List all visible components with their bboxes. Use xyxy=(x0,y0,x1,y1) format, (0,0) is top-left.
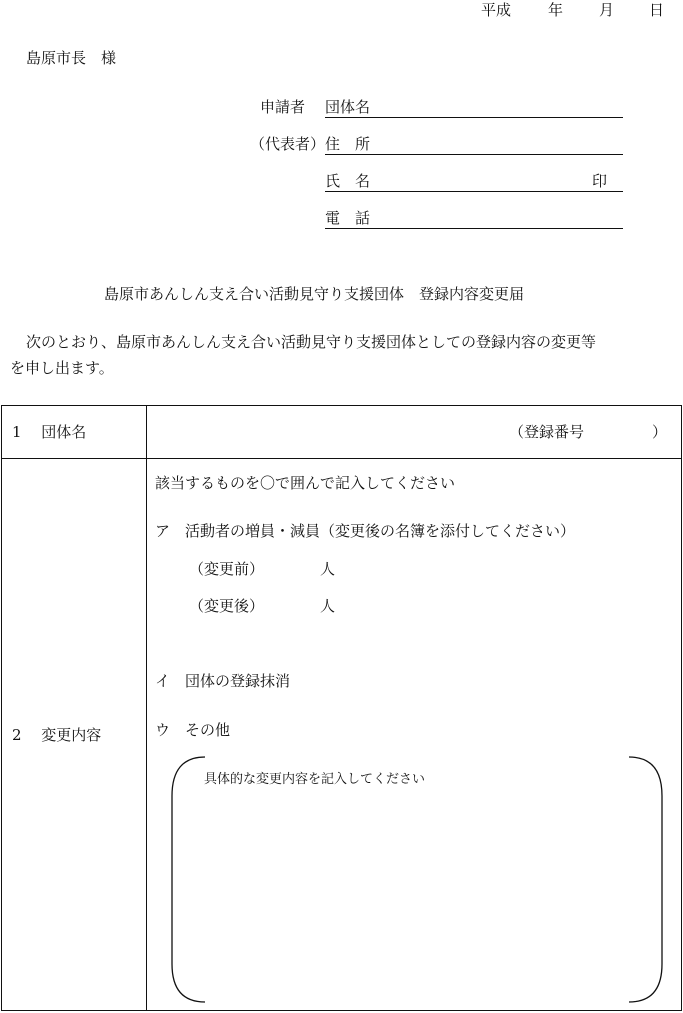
document-title: 島原市あんしん支え合い活動見守り支援団体 登録内容変更届 xyxy=(104,285,525,303)
option-i: イ 団体の登録抹消 xyxy=(155,672,291,690)
group-name-label: 団体名 xyxy=(325,98,371,116)
bracket-frame xyxy=(171,756,663,1004)
reg-number-open: （登録番号 xyxy=(509,423,585,441)
group-name-cell[interactable] xyxy=(146,406,681,457)
seal-mark: 印 xyxy=(592,172,608,190)
after-count-field[interactable] xyxy=(264,596,314,616)
before-person-unit: 人 xyxy=(320,560,336,578)
day-unit: 日 xyxy=(649,1,665,19)
row-divider xyxy=(2,458,681,459)
reg-number-close: ） xyxy=(652,423,668,441)
details-textarea[interactable] xyxy=(171,756,663,1004)
phone-label: 電 話 xyxy=(325,209,371,227)
after-label: （変更後） xyxy=(189,597,265,615)
option-u: ウ その他 xyxy=(155,721,231,739)
instruction-text: 該当するものを〇で囲んで記入してください xyxy=(155,474,456,492)
addressee: 島原市長 様 xyxy=(26,49,117,67)
representative-label: （代表者） xyxy=(250,135,326,153)
date-line xyxy=(0,0,683,20)
before-label: （変更前） xyxy=(189,560,265,578)
before-count-field[interactable] xyxy=(264,559,314,579)
option-a: ア 活動者の増員・減員（変更後の名簿を添付してください） xyxy=(155,522,576,540)
address-field[interactable] xyxy=(325,134,623,155)
applicant-label: 申請者 xyxy=(260,98,306,116)
column-divider xyxy=(146,406,147,1010)
month-unit: 月 xyxy=(599,1,615,19)
body-line-2: を申し出ます。 xyxy=(10,359,114,377)
phone-field[interactable] xyxy=(325,208,623,229)
address-label: 住 所 xyxy=(325,135,371,153)
name-label: 氏 名 xyxy=(325,172,371,190)
name-field[interactable] xyxy=(325,171,623,192)
details-hint: 具体的な変更内容を記入してください xyxy=(204,772,426,787)
body-line-1: 次のとおり、島原市あんしん支え合い活動見守り支援団体としての登録内容の変更等 xyxy=(26,333,597,351)
row2-label: 2 変更内容 xyxy=(12,726,102,744)
after-person-unit: 人 xyxy=(320,597,336,615)
group-name-field[interactable] xyxy=(325,97,623,118)
year-unit: 年 xyxy=(548,1,564,19)
row1-label: 1 団体名 xyxy=(12,423,87,441)
era-label: 平成 xyxy=(481,1,512,19)
